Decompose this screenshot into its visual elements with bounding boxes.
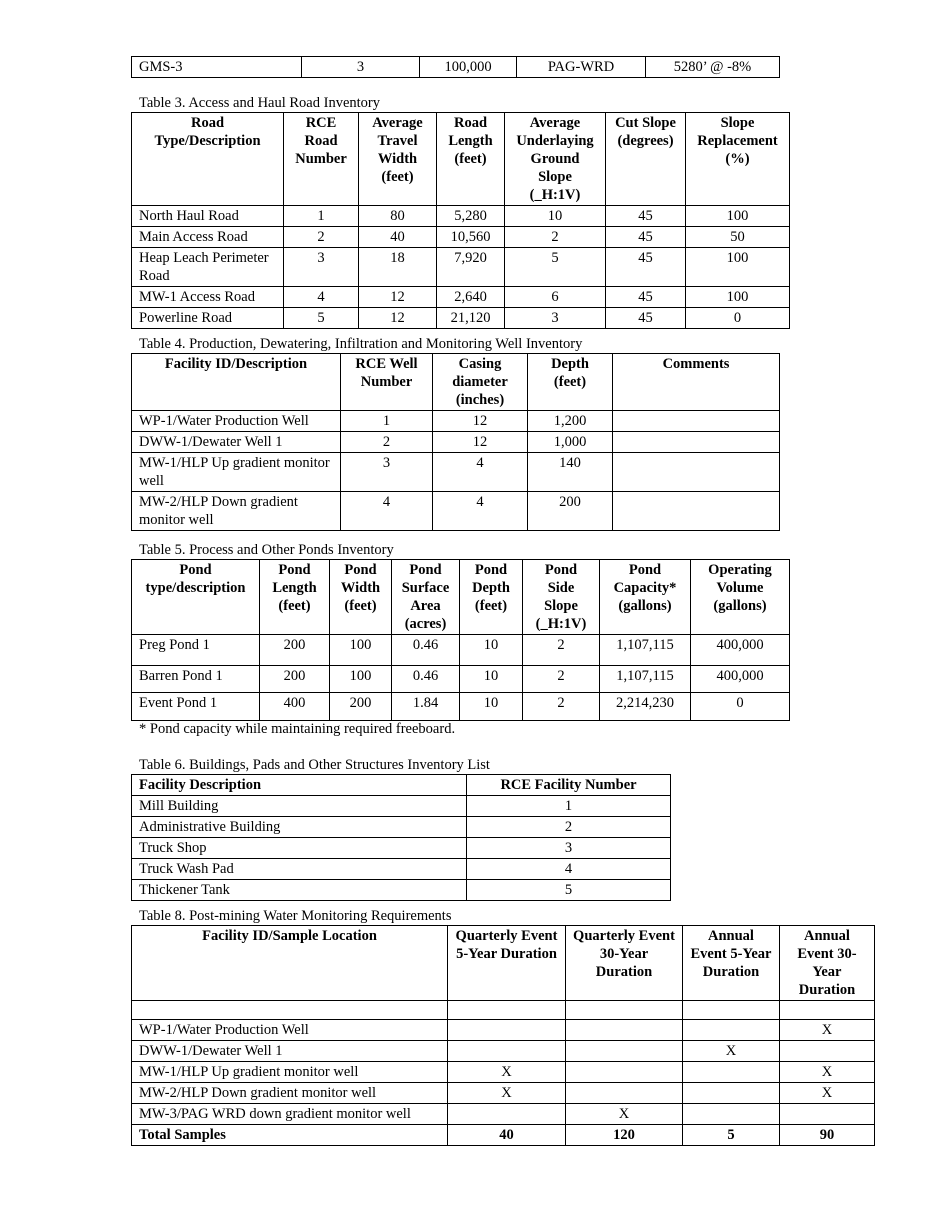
table-top [131, 56, 780, 78]
table6-caption: Table 6. Buildings, Pads and Other Structures Inventory List [139, 757, 490, 773]
table-row [132, 432, 780, 453]
column-header: Facility ID/Sample Location [132, 926, 448, 1001]
table-row [132, 635, 790, 666]
column-header: Cut Slope (degrees) [606, 113, 686, 206]
table-row [132, 1083, 875, 1104]
table-cell: 5 [505, 248, 606, 287]
column-header: Pond Depth (feet) [460, 560, 523, 635]
table-cell: 45 [606, 248, 686, 287]
table-row [132, 287, 790, 308]
table-cell: 1,107,115 [600, 666, 691, 693]
table-cell [780, 1001, 875, 1020]
table-cell: 200 [260, 635, 330, 666]
table-row [132, 308, 790, 329]
table-cell [780, 1104, 875, 1125]
table-row [132, 453, 780, 492]
table-cell [566, 1001, 683, 1020]
table-row [132, 838, 671, 859]
table-cell [683, 1062, 780, 1083]
table-cell [448, 1041, 566, 1062]
table-cell: X [448, 1062, 566, 1083]
table-cell: 1,000 [528, 432, 613, 453]
table-row [132, 817, 671, 838]
column-header: Casing diameter (inches) [433, 354, 528, 411]
column-header: Annual Event 5-Year Duration [683, 926, 780, 1001]
table-cell [448, 1020, 566, 1041]
table-header-row [132, 775, 671, 796]
table-row [132, 666, 790, 693]
table8-caption: Table 8. Post-mining Water Monitoring Requirements [139, 908, 452, 924]
table-cell: 0 [691, 693, 790, 721]
table-row [132, 227, 790, 248]
table-cell: Event Pond 1 [132, 693, 260, 721]
table-cell: 1,107,115 [600, 635, 691, 666]
table-row [132, 1062, 875, 1083]
column-header: Pond Length (feet) [260, 560, 330, 635]
table5-footnote: * Pond capacity while maintaining required freeboard. [139, 721, 456, 737]
column-header: RCE Road Number [284, 113, 359, 206]
table-cell: 2 [467, 817, 671, 838]
table4-caption: Table 4. Production, Dewatering, Infiltration and Monitoring Well Inventory [139, 336, 583, 352]
table-cell: 400,000 [691, 635, 790, 666]
table-cell: 0 [686, 308, 790, 329]
table-cell: 45 [606, 308, 686, 329]
table-cell: 10 [460, 666, 523, 693]
table-row [132, 248, 790, 287]
table-header-row [132, 113, 790, 206]
column-header: Annual Event 30-Year Duration [780, 926, 875, 1001]
table-cell: 12 [359, 308, 437, 329]
table-cell: 18 [359, 248, 437, 287]
table-cell: X [780, 1083, 875, 1104]
table-cell [566, 1020, 683, 1041]
total-cell: 90 [780, 1125, 875, 1146]
table-row [132, 880, 671, 901]
table-cell: 200 [528, 492, 613, 531]
table-row [132, 1001, 875, 1020]
table-total-row [132, 1125, 875, 1146]
table-cell: 100,000 [420, 57, 517, 78]
table-cell: X [780, 1020, 875, 1041]
table-cell [448, 1001, 566, 1020]
table-row [132, 859, 671, 880]
table-cell: 6 [505, 287, 606, 308]
table-cell [566, 1041, 683, 1062]
table-cell [683, 1104, 780, 1125]
table-cell: 5 [284, 308, 359, 329]
table-cell: MW-1/HLP Up gradient monitor well [132, 1062, 448, 1083]
table-cell: 1 [284, 206, 359, 227]
table-cell: 12 [433, 411, 528, 432]
table-cell: 45 [606, 287, 686, 308]
table-cell: 100 [330, 666, 392, 693]
table-cell: 3 [467, 838, 671, 859]
table-cell: 1,200 [528, 411, 613, 432]
column-header: Pond Width (feet) [330, 560, 392, 635]
column-header: Facility ID/Description [132, 354, 341, 411]
table-header-row [132, 926, 875, 1001]
table-cell: 4 [433, 453, 528, 492]
table4 [131, 353, 780, 531]
column-header: Operating Volume (gallons) [691, 560, 790, 635]
table-cell [683, 1020, 780, 1041]
table-header-row [132, 560, 790, 635]
table-cell [132, 1001, 448, 1020]
table-cell: MW-3/PAG WRD down gradient monitor well [132, 1104, 448, 1125]
table-row [132, 693, 790, 721]
table-cell: Main Access Road [132, 227, 284, 248]
table-cell: 45 [606, 206, 686, 227]
table-cell: 4 [433, 492, 528, 531]
table-row [132, 796, 671, 817]
table-cell: 50 [686, 227, 790, 248]
table-cell: 45 [606, 227, 686, 248]
table-cell: 2 [523, 693, 600, 721]
column-header: RCE Well Number [341, 354, 433, 411]
table-cell: DWW-1/Dewater Well 1 [132, 432, 341, 453]
table-cell: Powerline Road [132, 308, 284, 329]
table-cell [448, 1104, 566, 1125]
table5-caption: Table 5. Process and Other Ponds Inventory [139, 542, 394, 558]
column-header: Comments [613, 354, 780, 411]
table-header-row [132, 354, 780, 411]
table-cell: 400 [260, 693, 330, 721]
table-cell [613, 432, 780, 453]
table-cell: 1 [467, 796, 671, 817]
table-cell: 2,214,230 [600, 693, 691, 721]
table-cell: Barren Pond 1 [132, 666, 260, 693]
table-cell: 0.46 [392, 666, 460, 693]
total-cell: 5 [683, 1125, 780, 1146]
table-cell [683, 1083, 780, 1104]
table-cell: WP-1/Water Production Well [132, 1020, 448, 1041]
table-cell: 7,920 [437, 248, 505, 287]
table3-caption: Table 3. Access and Haul Road Inventory [139, 95, 380, 111]
total-cell: 40 [448, 1125, 566, 1146]
table-cell: DWW-1/Dewater Well 1 [132, 1041, 448, 1062]
table6 [131, 774, 671, 901]
table-cell: Heap Leach Perimeter Road [132, 248, 284, 287]
table-cell: MW-1 Access Road [132, 287, 284, 308]
table-cell: 10 [460, 635, 523, 666]
column-header: Pond type/description [132, 560, 260, 635]
table-cell: 2 [284, 227, 359, 248]
table-cell: 3 [284, 248, 359, 287]
table-cell: 100 [686, 206, 790, 227]
table-cell: 10 [460, 693, 523, 721]
table-cell: Mill Building [132, 796, 467, 817]
table-cell: 12 [359, 287, 437, 308]
table-cell: 1.84 [392, 693, 460, 721]
table-row [132, 1104, 875, 1125]
table-cell: 0.46 [392, 635, 460, 666]
table-cell: 10,560 [437, 227, 505, 248]
table-cell: X [448, 1083, 566, 1104]
column-header: Quarterly Event 30-Year Duration [566, 926, 683, 1001]
column-header: Facility Description [132, 775, 467, 796]
column-header: Slope Replacement (%) [686, 113, 790, 206]
table-cell: 140 [528, 453, 613, 492]
table-cell [683, 1001, 780, 1020]
table-cell: X [683, 1041, 780, 1062]
table-cell: 2 [505, 227, 606, 248]
table-cell: Administrative Building [132, 817, 467, 838]
table-cell: 2 [341, 432, 433, 453]
table-cell: WP-1/Water Production Well [132, 411, 341, 432]
table-cell: Preg Pond 1 [132, 635, 260, 666]
table-row [132, 411, 780, 432]
table-cell: 100 [330, 635, 392, 666]
table-cell: PAG-WRD [517, 57, 646, 78]
table5 [131, 559, 790, 721]
table-cell: 40 [359, 227, 437, 248]
table-cell: 1 [341, 411, 433, 432]
column-header: Quarterly Event 5-Year Duration [448, 926, 566, 1001]
table-cell: MW-2/HLP Down gradient monitor well [132, 492, 341, 531]
table-cell: 4 [284, 287, 359, 308]
table-cell: North Haul Road [132, 206, 284, 227]
column-header: Pond Capacity* (gallons) [600, 560, 691, 635]
table-cell [613, 492, 780, 531]
table-cell: 200 [260, 666, 330, 693]
table-cell: 3 [505, 308, 606, 329]
column-header: RCE Facility Number [467, 775, 671, 796]
table-row [132, 206, 790, 227]
table-cell: Thickener Tank [132, 880, 467, 901]
table-row [132, 57, 780, 78]
table-cell: 21,120 [437, 308, 505, 329]
table-cell: GMS-3 [132, 57, 302, 78]
table-cell [566, 1083, 683, 1104]
table-cell [613, 411, 780, 432]
column-header: Road Length (feet) [437, 113, 505, 206]
table-cell: X [780, 1062, 875, 1083]
table-cell: 100 [686, 248, 790, 287]
table-cell: 100 [686, 287, 790, 308]
table-cell: 4 [341, 492, 433, 531]
table-row [132, 492, 780, 531]
total-cell: 120 [566, 1125, 683, 1146]
table-cell [780, 1041, 875, 1062]
table-cell: 5 [467, 880, 671, 901]
table-cell: Truck Wash Pad [132, 859, 467, 880]
table-cell: 4 [467, 859, 671, 880]
table8 [131, 925, 875, 1146]
column-header: Road Type/Description [132, 113, 284, 206]
column-header: Pond Surface Area (acres) [392, 560, 460, 635]
table-cell: 400,000 [691, 666, 790, 693]
table3 [131, 112, 790, 329]
table-cell: 3 [302, 57, 420, 78]
table-cell: 5,280 [437, 206, 505, 227]
table-cell: 2 [523, 666, 600, 693]
table-cell: 12 [433, 432, 528, 453]
table-cell [613, 453, 780, 492]
column-header: Average Underlaying Ground Slope (_H:1V) [505, 113, 606, 206]
table-cell: 5280’ @ -8% [646, 57, 780, 78]
table-cell: Truck Shop [132, 838, 467, 859]
table-cell: 200 [330, 693, 392, 721]
table-row [132, 1041, 875, 1062]
table-row [132, 1020, 875, 1041]
table-cell: X [566, 1104, 683, 1125]
table-cell: 80 [359, 206, 437, 227]
table-cell: MW-1/HLP Up gradient monitor well [132, 453, 341, 492]
table-cell: MW-2/HLP Down gradient monitor well [132, 1083, 448, 1104]
table-cell: 2 [523, 635, 600, 666]
table-cell: 3 [341, 453, 433, 492]
table-cell [566, 1062, 683, 1083]
column-header: Pond Side Slope (_H:1V) [523, 560, 600, 635]
total-label: Total Samples [132, 1125, 448, 1146]
column-header: Average Travel Width (feet) [359, 113, 437, 206]
table-cell: 2,640 [437, 287, 505, 308]
table-cell: 10 [505, 206, 606, 227]
column-header: Depth (feet) [528, 354, 613, 411]
